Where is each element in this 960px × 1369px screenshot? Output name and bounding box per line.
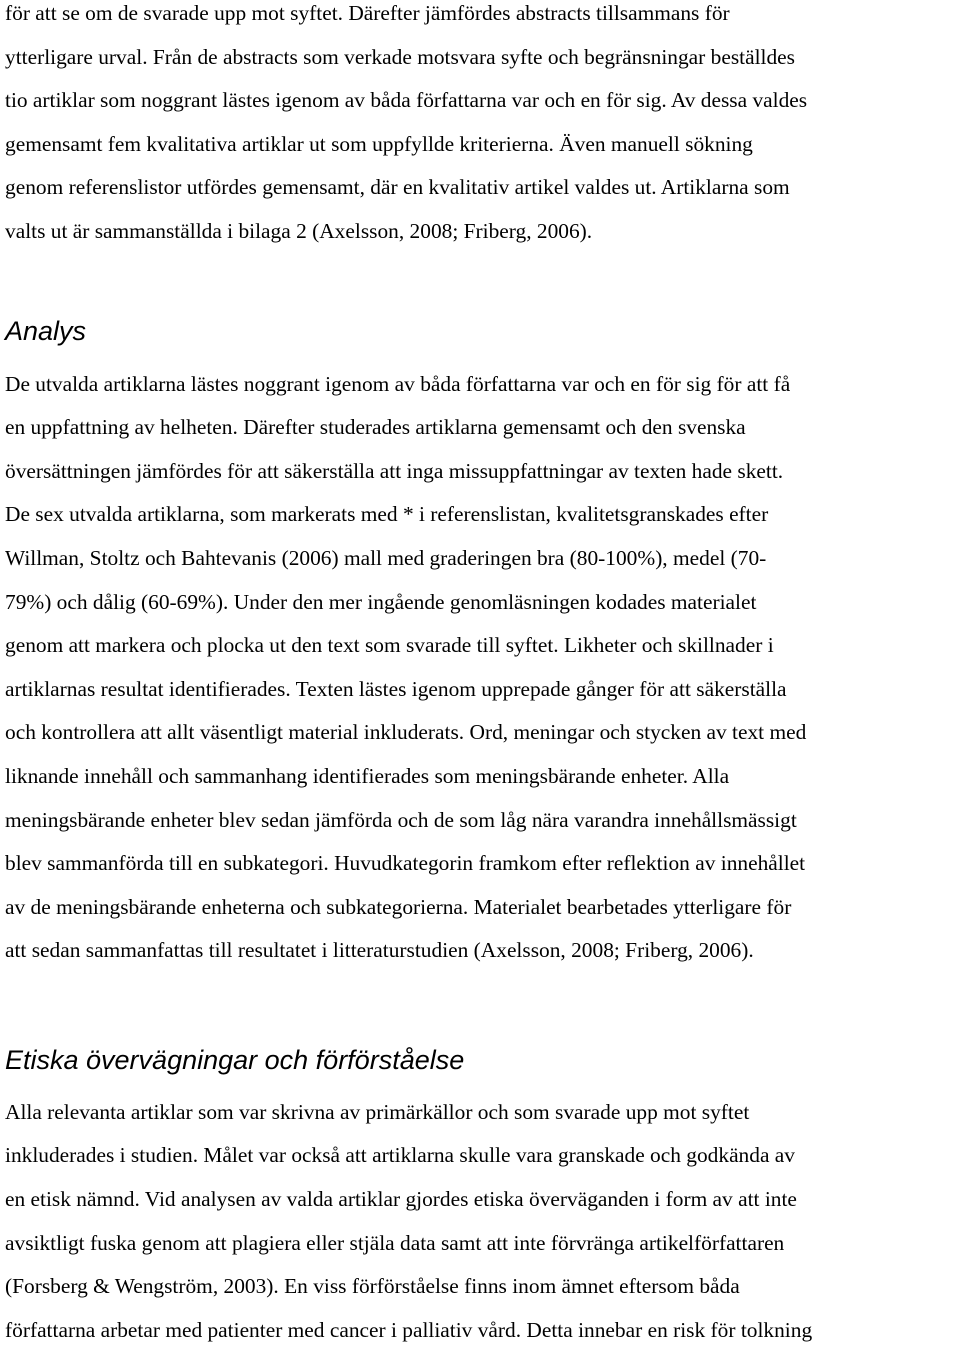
text-line: av de meningsbärande enheterna och subkategorierna. Materialet bearbetades ytterligare för	[5, 894, 792, 919]
paragraph-analys	[5, 363, 955, 973]
text-line: för att se om de svarade upp mot syftet. Därefter jämfördes abstracts tillsammans för	[5, 1, 730, 25]
text-line: att sedan sammanfattas till resultatet i litteraturstudien (Axelsson, 2008; Friberg, 2006).	[5, 938, 754, 963]
text-line: och kontrollera att allt väsentligt material inkluderats. Ord, meningar och stycken av text med	[5, 720, 807, 745]
text-line: De sex utvalda artiklarna, som markerats med * i referenslistan, kvalitetsgranskades efter	[5, 502, 769, 527]
text-line: genom att markera och plocka ut den text som svarade till syftet. Likheter och skillnader i	[5, 633, 774, 658]
text-line: valts ut är sammanställda i bilaga 2 (Axelsson, 2008; Friberg, 2006).	[5, 218, 593, 243]
text-line: Alla relevanta artiklar som var skrivna av primärkällor och som svarade upp mot syftet	[5, 1099, 750, 1124]
paragraph-etik	[5, 1091, 955, 1353]
text-line: (Forsberg & Wengström, 2003). En viss förförståelse finns inom ämnet eftersom båda	[5, 1274, 740, 1299]
text-line: meningsbärande enheter blev sedan jämförda och de som låg nära varandra innehållsmässigt	[5, 807, 797, 832]
text-line: artiklarnas resultat identifierades. Texten lästes igenom upprepade gånger för att säkerställa	[5, 676, 787, 701]
document-page	[5, 0, 955, 1352]
text-line: inkluderades i studien. Målet var också att artiklarna skulle vara granskade och godkända av	[5, 1143, 795, 1168]
text-line: De utvalda artiklarna lästes noggrant igenom av båda författarna var och en för sig för att få	[5, 371, 791, 396]
heading-analys: Analys	[5, 315, 87, 346]
text-line: avsiktligt fuska genom att plagiera eller stjäla data samt att inte förvränga artikelförfattaren	[5, 1230, 785, 1255]
text-line: Willman, Stoltz och Bahtevanis (2006) mall med graderingen bra (80-100%), medel (70-	[5, 545, 767, 570]
paragraph-urval	[5, 0, 955, 254]
text-line: ytterligare urval. Från de abstracts som verkade motsvara syfte och begränsningar beställdes	[5, 44, 795, 69]
text-line: tio artiklar som noggrant lästes igenom av båda författarna var och en för sig. Av dessa valdes	[5, 88, 808, 113]
text-line: en etisk nämnd. Vid analysen av valda artiklar gjordes etiska överväganden i form av att inte	[5, 1187, 797, 1212]
text-line: författarna arbetar med patienter med cancer i palliativ vård. Detta innebar en risk för tolkning	[5, 1317, 813, 1342]
text-line: blev sammanförda till en subkategori. Huvudkategorin framkom efter reflektion av innehållet	[5, 851, 806, 876]
text-line: 79%) och dålig (60-69%). Under den mer ingående genomläsningen kodades materialet	[5, 589, 757, 614]
heading-etiska-overvaganden: Etiska övervägningar och förförståelse	[5, 1044, 465, 1075]
text-line: gemensamt fem kvalitativa artiklar ut som uppfyllde kriterierna. Även manuell sökning	[5, 131, 753, 156]
text-line: genom referenslistor utfördes gemensamt, där en kvalitativ artikel valdes ut. Artiklarna som	[5, 175, 790, 200]
text-line: liknande innehåll och sammanhang identifierades som meningsbärande enheter. Alla	[5, 763, 730, 788]
text-line: översättningen jämfördes för att säkerställa att inga missuppfattningar av texten hade skett.	[5, 458, 784, 483]
text-line: en uppfattning av helheten. Därefter studerades artiklarna gemensamt och den svenska	[5, 415, 746, 440]
